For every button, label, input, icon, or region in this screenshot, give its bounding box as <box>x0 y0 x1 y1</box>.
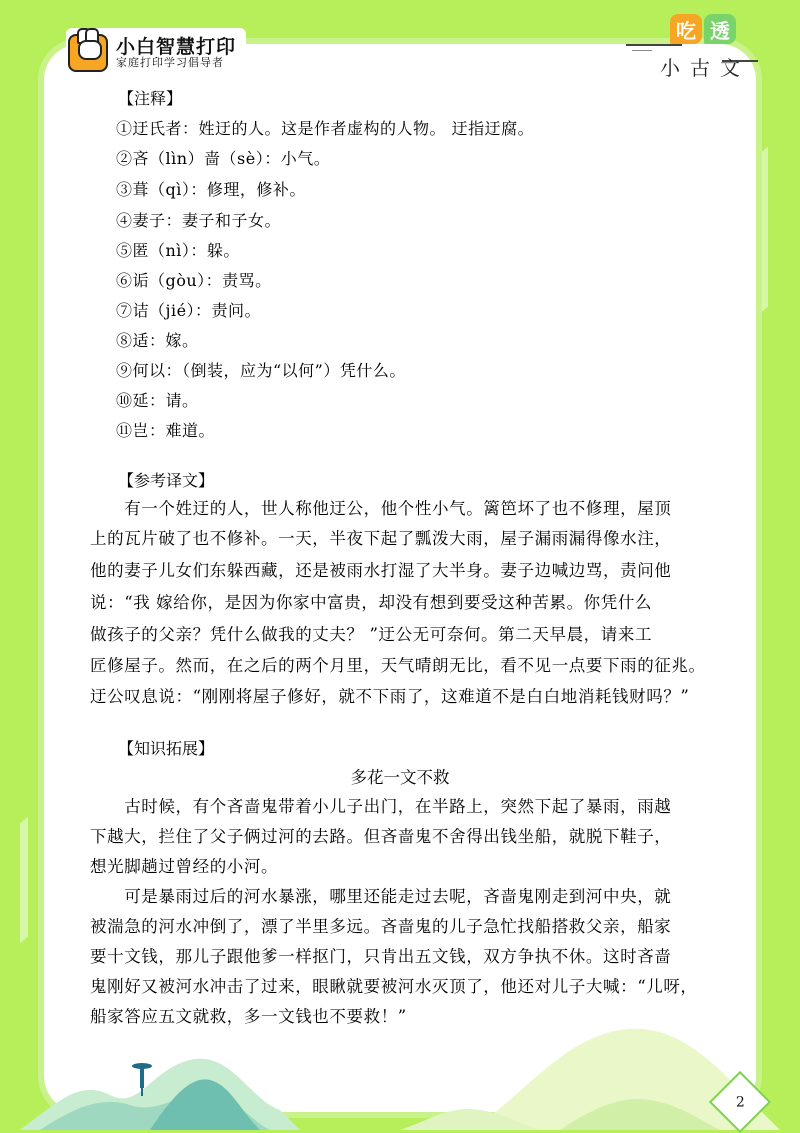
story-line: 船家答应五文就救，多一文钱也不要救！” <box>90 1007 407 1026</box>
story-line: 可是暴雨过后的河水暴涨，哪里还能走过去呢，吝啬鬼刚走到河中央，就 <box>90 887 672 906</box>
ink-stroke <box>632 50 652 51</box>
brand-char-tou: 透 <box>704 14 736 44</box>
story-line: 下越大，拦住了父子俩过河的去路。但吝啬鬼不舍得出钱坐船，就脱下鞋子， <box>90 827 672 846</box>
logo-subtitle: 家庭打印学习倡导者 <box>116 56 224 70</box>
translation-line: 上的瓦片破了也不修补。一天，半夜下起了瓢泼大雨，屋子漏雨漏得像水注， <box>90 529 672 548</box>
brand-char-chi: 吃 <box>670 14 702 44</box>
note-item: ①迂氏者：姓迂的人。这是作者虚构的人物。 迂指迂腐。 <box>116 119 535 138</box>
translation-heading: 【参考译文】 <box>118 471 215 490</box>
translation-line: 迂公叹息说：“刚刚将屋子修好，就不下雨了，这难道不是白白地消耗钱财吗？” <box>90 687 690 706</box>
mountain-landscape-decoration <box>0 1000 800 1132</box>
printer-mascot-icon <box>68 34 108 72</box>
series-brand <box>612 8 752 86</box>
page-number: 2 <box>735 1093 745 1110</box>
note-item: ⑥诟（gòu）：责骂。 <box>116 271 272 290</box>
notes-heading: 【注释】 <box>118 89 183 108</box>
note-item: ④妻子：妻子和子女。 <box>116 211 282 230</box>
brand-subtitle: 小古文 <box>660 56 750 80</box>
translation-line: 做孩子的父亲？凭什么做我的丈夫？ ”迂公无可奈何。第二天早晨，请来工 <box>90 625 653 644</box>
frame-stripe <box>760 147 768 314</box>
brand-logo <box>66 28 246 78</box>
note-item: ②吝（lìn）啬（sè）：小气。 <box>116 149 331 168</box>
frame-stripe <box>20 817 28 944</box>
note-item: ⑪岂：难道。 <box>116 421 216 440</box>
ink-stroke <box>626 44 682 46</box>
note-item: ⑦诘（jié）：责问。 <box>116 301 262 320</box>
extension-heading: 【知识拓展】 <box>118 739 215 758</box>
note-item: ⑧适：嫁。 <box>116 331 199 350</box>
story-line: 鬼刚好又被河水冲击了过来，眼瞅就要被河水灭顶了，他还对儿子大喊：“儿呀， <box>90 977 698 996</box>
story-title: 多花一文不救 <box>350 768 450 787</box>
translation-line: 他的妻子儿女们东躲西藏，还是被雨水打湿了大半身。妻子边喊边骂，责问他 <box>90 561 672 580</box>
translation-line: 有一个姓迂的人，世人称他迂公，他个性小气。篱笆坏了也不修理，屋顶 <box>90 499 672 518</box>
note-item: ⑤匿（nì）：躲。 <box>116 241 240 260</box>
story-line: 要十文钱，那儿子跟他爹一样抠门，只肯出五文钱，双方争执不休。这时吝啬 <box>90 947 672 966</box>
translation-line: 说：“我 嫁给你，是因为你家中富贵，却没有想到要受这种苦累。你凭什么 <box>90 593 653 612</box>
story-line: 想光脚趟过曾经的小河。 <box>90 857 279 876</box>
note-item: ⑩延：请。 <box>116 391 199 410</box>
note-item: ⑨何以：（倒装，应为“以何”）凭什么。 <box>116 361 406 380</box>
translation-line: 匠修屋子。然而，在之后的两个月里，天气晴朗无比，看不见一点要下雨的征兆。 <box>90 656 706 675</box>
story-line: 被湍急的河水冲倒了，漂了半里多远。吝啬鬼的儿子急忙找船搭救父亲，船家 <box>90 917 672 936</box>
note-item: ③葺（qì）：修理，修补。 <box>116 180 306 199</box>
story-line: 古时候，有个吝啬鬼带着小儿子出门，在半路上，突然下起了暴雨，雨越 <box>90 797 672 816</box>
logo-title: 小白智慧打印 <box>116 35 237 58</box>
